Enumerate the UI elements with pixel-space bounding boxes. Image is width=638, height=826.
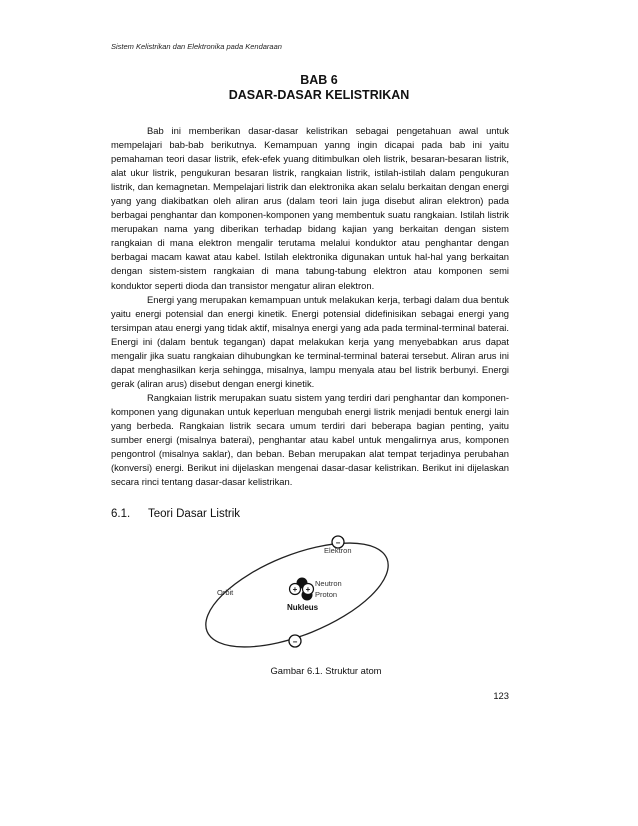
body-text bbox=[111, 124, 509, 489]
electron-top-symbol: − bbox=[335, 538, 341, 548]
proton-symbol: + bbox=[305, 585, 311, 594]
chapter-title: DASAR-DASAR KELISTRIKAN bbox=[228, 88, 410, 102]
label-proton: Proton bbox=[315, 590, 338, 599]
proton-symbol: + bbox=[292, 585, 298, 594]
proton-particle bbox=[303, 584, 314, 595]
chapter-number: BAB 6 bbox=[300, 73, 338, 87]
atom-structure-figure bbox=[200, 532, 400, 657]
paragraph-1: Bab ini memberikan dasar-dasar kelistrikan sebagai pengetahuan awal untuk mempelajari bab-bab berikutnya. Kemampuan yanng ingin dicapai pada bab ini yaitu pemahaman teori dasar listrik, efek-efek yuang ditimbulkan oleh listrik, besaran-besaran listrik, alat ukur listrik, pengukuran besaran listrik, rangkaian listrik, istilah-istilah dalam pengukuran listrik, dan kemagnetan. Mempelajari listrik dan elektronika akan selalu berkaitan dengan energi yang yang diakibatkan oleh aliran arus (dalam teori lain juga disebut aliran elektron) pada berbagai penghantar dan komponen-komponen yang membentuk suatu rangkaian. Istilah listrik merupakan nama yang diberikan terhadap bidang kajian yang berkaitan dengan sistem rangkaian di mana elektron mengalir terutama melalui konduktor atau penghantar dengan berbagai macam kawat atau kabel. Istilah elektronika digunakan untuk hal-hal yang berkaitan dengan sistem-sistem rangkaian di mana tabung-tabung elektron atau komponen semi konduktor seperti dioda dan transistor mengatur aliran elektron. bbox=[111, 125, 509, 291]
label-nucleus: Nukleus bbox=[287, 603, 319, 612]
page-number: 123 bbox=[493, 690, 509, 701]
electron-bottom-symbol: − bbox=[292, 637, 298, 647]
figure-caption: Gambar 6.1. Struktur atom bbox=[270, 665, 382, 676]
electron-bottom bbox=[289, 635, 301, 647]
label-orbit: Orbit bbox=[217, 588, 234, 597]
proton-particle bbox=[290, 584, 301, 595]
section-number: 6.1. bbox=[111, 508, 131, 520]
label-electron: Elektron bbox=[324, 546, 352, 555]
section-title: Teori Dasar Listrik bbox=[148, 508, 241, 520]
paragraph-3: Rangkaian listrik merupakan suatu sistem yang terdiri dari penghantar dan komponen-komponen yang digunakan untuk keperluan mengubah energi listrik menjadi bentuk energi lain yang berbeda. Rangkaian listrik secara umum terdiri dari beberapa bagian penting, yaitu sumber energi (misalnya baterai), penghantar atau kabel untuk mengalirnya arus, komponen pengontrol (misalnya saklar), dan beban. Beban merupakan alat tempat terjadinya perubahan (konversi) energi. Berikut ini dijelaskan mengenai dasar-dasar kelistrikan. Berikut ini dijelaskan secara rinci tentang dasar-dasar kelistrikan. bbox=[111, 391, 509, 488]
section-heading bbox=[111, 508, 240, 520]
paragraph-2: Energi yang merupakan kemampuan untuk melakukan kerja, terbagi dalam dua bentuk yaitu energi potensial dan energi kinetik. Energi potensial didefinisikan sebagai energi yang tersimpan atau energi yang tidak aktif, misalnya energi yang ada pada terminal-terminal baterai. Energi ini (dalam bentuk tegangan) dapat melakukan kerja yang menyebabkan arus dapat mengalir jika suatu rangkaian dihubungkan ke terminal-terminal baterai tersebut. Aliran arus ini dapat menghasilkan kerja sehingga, misalnya, lampu menyala atau bel listrik berbunyi. Energi gerak (aliran arus) disebut dengan energi kinetik. bbox=[111, 293, 509, 389]
nucleus-cluster bbox=[290, 578, 314, 601]
label-neutron: Neutron bbox=[315, 579, 342, 588]
running-header: Sistem Kelistrikan dan Elektronika pada Kendaraan bbox=[111, 42, 282, 51]
